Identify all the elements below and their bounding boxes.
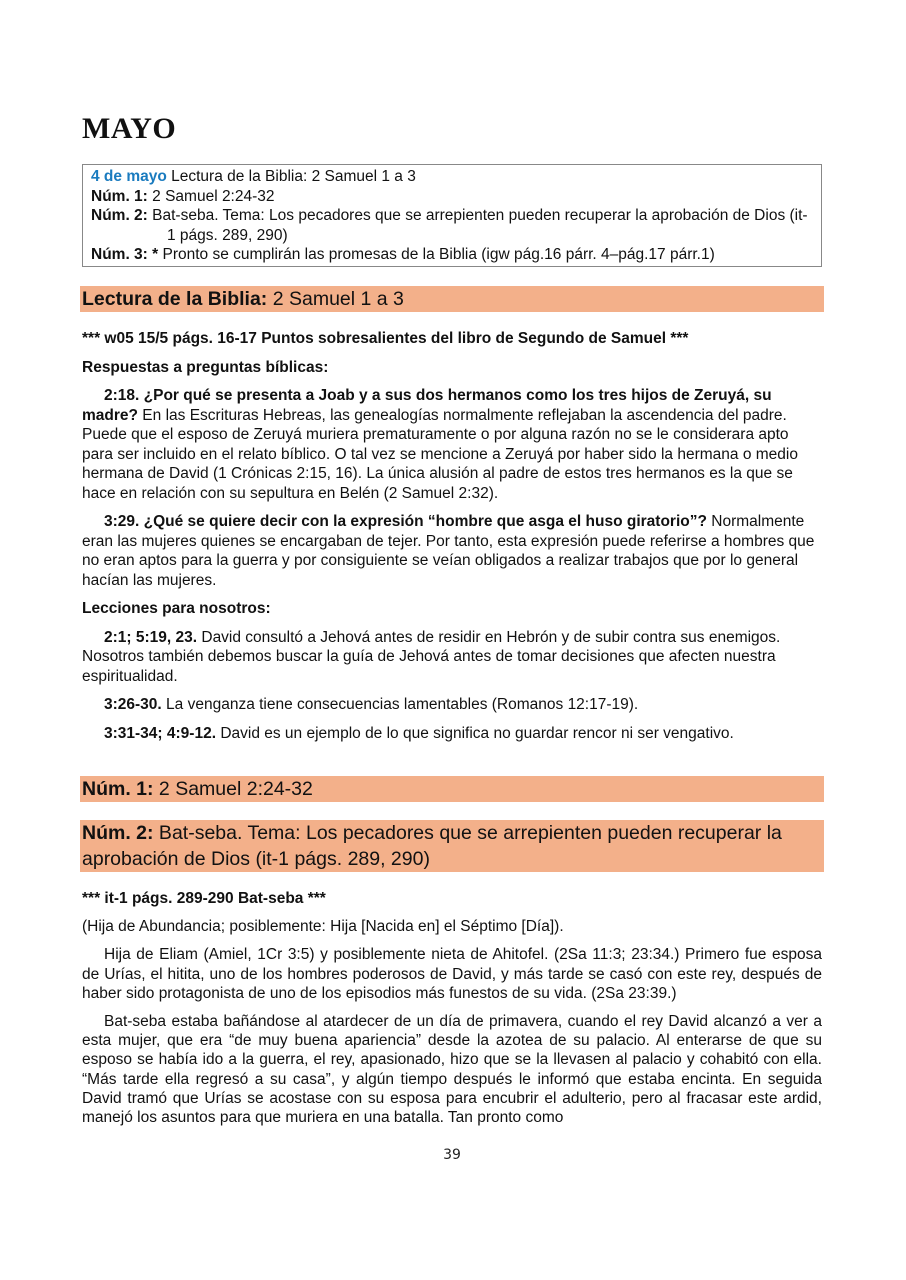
summary-n2-text: Bat-seba. Tema: Los pecadores que se arrepienten pueden recuperar la aprobación de Dios (it-1 págs. 289, 290) — [147, 207, 808, 244]
question-text: 2:18. ¿Por qué se presenta a Joab y a sus dos hermanos como los tres hijos de Zeruyá, su madre? — [82, 387, 772, 424]
lesson-reference: 3:26-30. — [104, 696, 162, 713]
source-reference: *** w05 15/5 págs. 16-17 Puntos sobresalientes del libro de Segundo de Samuel *** — [82, 330, 689, 347]
summary-reading-row — [91, 167, 813, 187]
summary-n1-text: 2 Samuel 2:24-32 — [147, 187, 275, 205]
answer-text: Normalmente eran las mujeres quienes se encargaban de tejer. Por tanto, esta expresión puede referirse a hombres que no eran aptos para la guerra y por consiguiente se veían obligados a realizar trabajos que por lo general hacían las mujeres. — [82, 513, 815, 589]
summary-n3-label: Núm. 3: * — [91, 246, 159, 263]
page-number: 39 — [443, 1147, 461, 1163]
summary-n3-row — [91, 245, 813, 265]
section-heading-text: 2 Samuel 2:24-32 — [153, 778, 313, 800]
body-paragraph: Bat-seba estaba bañándose al atardecer de un día de primavera, cuando el rey David alcanzó a ver a esta mujer, que era “de muy buena apariencia” desde la azotea de su palacio. Al enterarse de que su esposo se había ido a la guerra, el rey, apasionado, hizo que se la llevasen al palacio y cohabitó con ella. “Más tarde ella regresó a su casa”, y algún tiempo después le informó que estaba encinta. En seguida David tramó que Urías se acostase con su esposa para encubrir el adulterio, pero al fracasar este ardid, manejó los asuntos para que muriera en una batalla. Tan pronto como — [82, 1013, 822, 1127]
summary-date: 4 de mayo — [91, 168, 167, 185]
section-heading-label: Núm. 1: — [82, 778, 154, 800]
reading-section-body — [82, 329, 822, 752]
lesson-text: David es un ejemplo de lo que significa no guardar rencor ni ser vengativo. — [216, 724, 734, 742]
summary-n2-label: Núm. 2: — [91, 207, 148, 224]
answer-text: En las Escrituras Hebreas, las genealogías normalmente reflejaban la ascendencia del padre. Puede que el esposo de Zeruyá muriera prematuramente o por alguna razón no se le considerara apto para ser incluido en el relato bíblico. O tal vez se mencione a Zeruyá por haber sido la hermana o medio hermana de David (1 Crónicas 2:15, 16). La única alusión al padre de estos tres hermanos es la que se hace en relación con su sepultura en Belén (2 Samuel 2:32). — [82, 406, 798, 502]
lesson-reference: 3:31-34; 4:9-12. — [104, 724, 217, 742]
body-paragraph: Hija de Eliam (Amiel, 1Cr 3:5) y posiblemente nieta de Ahitofel. (2Sa 11:3; 23:34.) Primero fue esposa de Urías, el hitita, uno de los hombres poderosos de David, y más tarde se casó con este rey, después de haber sido protagonista de uno de los episodios más funestos de su vida. (2Sa 23:39.) — [82, 946, 822, 1002]
lesson-reference: 2:1; 5:19, 23. — [104, 628, 198, 646]
section-heading-n2 — [80, 820, 824, 872]
summary-n2-row — [91, 206, 813, 245]
n2-section-body — [82, 889, 822, 1136]
section-heading-label: Lectura de la Biblia: — [82, 288, 268, 310]
body-paragraph: (Hija de Abundancia; posiblemente: Hija [Nacida en] el Séptimo [Día]). — [82, 918, 564, 936]
source-reference: *** it-1 págs. 289-290 Bat-seba *** — [82, 890, 326, 907]
summary-n3-text: Pronto se cumplirán las promesas de la Biblia (igw pág.16 párr. 4–pág.17 párr.1) — [158, 246, 715, 263]
lessons-heading: Lecciones para nosotros: — [82, 600, 271, 617]
summary-n1-label: Núm. 1: — [91, 187, 148, 205]
lesson-text: La venganza tiene consecuencias lamentables (Romanos 12:17-19). — [161, 696, 639, 713]
answer-paragraph — [82, 512, 822, 590]
section-heading-reading — [80, 286, 824, 312]
section-heading-text: Bat-seba. Tema: Los pecadores que se arrepienten pueden recuperar la aprobación de Dios (it-1 págs. 289, 290) — [82, 822, 782, 870]
section-heading-label: Núm. 2: — [82, 822, 154, 844]
lesson-text: David consultó a Jehová antes de residir en Hebrón y de subir contra sus enemigos. Nosotros también debemos buscar la guía de Jehová antes de tomar decisiones que afecten nuestra espiritualidad. — [82, 628, 781, 685]
section-heading-n1 — [80, 776, 824, 802]
answer-paragraph — [82, 386, 822, 503]
section-heading-text: 2 Samuel 1 a 3 — [267, 288, 404, 310]
meeting-summary-box — [82, 164, 822, 267]
summary-n1-row — [91, 187, 813, 207]
lesson-paragraph — [82, 628, 822, 687]
page-title: MAYO — [82, 112, 177, 145]
answers-heading: Respuestas a preguntas bíblicas: — [82, 358, 329, 376]
lesson-paragraph — [82, 724, 822, 744]
summary-reading: Lectura de la Biblia: 2 Samuel 1 a 3 — [166, 168, 416, 185]
lesson-paragraph — [82, 695, 822, 715]
question-text: 3:29. ¿Qué se quiere decir con la expresión “hombre que asga el huso giratorio”? — [104, 513, 707, 530]
